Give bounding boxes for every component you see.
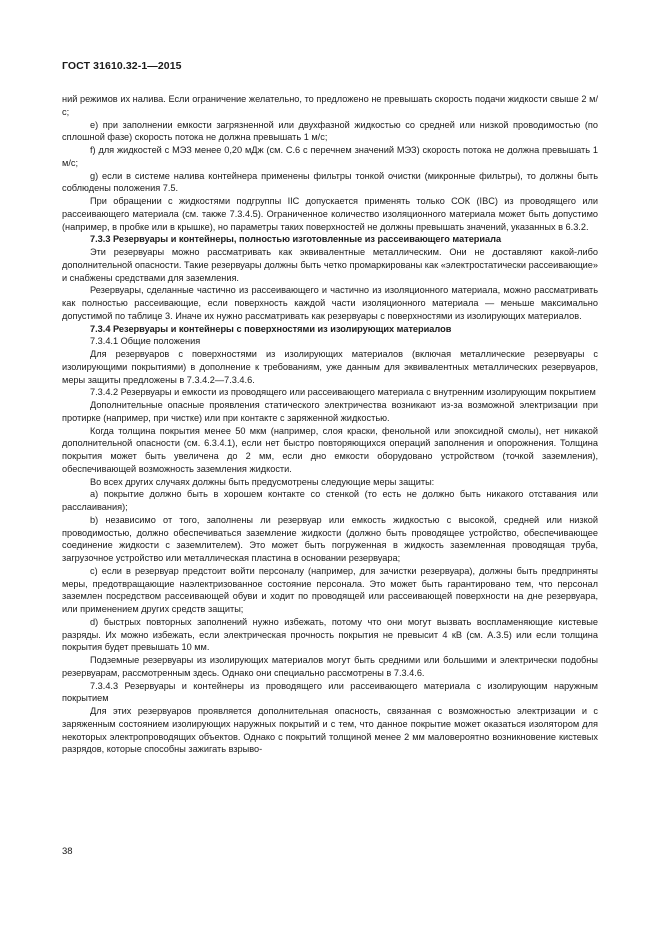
- body-paragraph: Подземные резервуары из изолирующих материалов могут быть средними или большими и электрически подобны резервуарам, рассмотренным здесь. Однако они специально рассмотрены в 7.3.4.6.: [62, 655, 598, 678]
- body-paragraph: f) для жидкостей с МЭЗ менее 0,20 мДж (см. С.6 с перечнем значений МЭЗ) скорость потока не должна превышать 1 м/с;: [62, 145, 598, 168]
- document-body: [62, 93, 598, 756]
- body-paragraph: c) если в резервуар предстоит войти персоналу (например, для зачистки резервуара), должны быть предприняты меры, предотвращающие наэлектризованное состояние персонала. Это может быть гарантировано тем, что персонал заземлен посредством рассеивающей обуви и ходит по проводящей или рассеивающей поверхности на дне резервуара, или применением других средств защиты;: [62, 565, 598, 614]
- document-header-title: ГОСТ 31610.32-1—2015: [62, 60, 182, 72]
- body-paragraph: b) независимо от того, заполнены ли резервуар или емкость жидкостью с высокой, средней или низкой проводимостью, должно обеспечиваться заземление жидкости (должно быть проводящее устройство, обеспечивающее соединение жидкости с заземлителем). Это может быть погруженная в жидкость заземленная проводящая труба, загрузочное устройство или металлическая пластина в основании резервуара;: [62, 514, 598, 563]
- section-heading: 7.3.3 Резервуары и контейнеры, полностью изготовленные из рассеивающего материала: [90, 234, 502, 245]
- body-paragraph: g) если в системе налива контейнера применены фильтры тонкой очистки (микронные фильтры), то должны быть соблюдены положения 7.5.: [62, 170, 598, 194]
- body-paragraph: Во всех других случаях должны быть предусмотрены следующие меры защиты:: [90, 476, 435, 487]
- body-paragraph: Для этих резервуаров проявляется дополнительная опасность, связанная с возможностью электризации и с заряженным состоянием изолирующих наружных покрытий и с тем, что данное покрытие может оказаться изолятором для некоторых электропроводящих объектов. Однако с покрытий толщиной менее 2 мм маловероятно возникновение кистевых разрядов, которые способны зажигать взрыво-: [62, 706, 598, 755]
- body-paragraph: Эти резервуары можно рассматривать как эквивалентные металлическим. Они не доставляют какой-либо дополнительной опасности. Такие резервуары должны быть четко промаркированы как «электростатически рассеивающие» и снабжены средствами для заземления.: [62, 247, 598, 283]
- body-paragraph: Когда толщина покрытия менее 50 мкм (например, слоя краски, фенольной или эпоксидной смолы), нет никакой дополнительной опасности (см. 6.3.4.1), если нет быстро повторяющихся операций заполнения и опорожнения. Толщина покрытия может быть увеличена до 2 мм, если дно емкости оборудовано устройством (точкой заземления), обеспечивающей возможность заземления жидкости.: [62, 425, 598, 474]
- body-paragraph: ний режимов их налива. Если ограничение желательно, то предложено не превышать скорость подачи жидкости свыше 2 м/с;: [62, 94, 598, 117]
- body-paragraph: d) быстрых повторных заполнений нужно избежать, потому что они могут вызвать воспламеняющие кистевые разряды. Их можно избежать, если электрическая прочность покрытия не превысит 4 кВ (см. А.3.5) или если толщина покрытия будет превышать 10 мм.: [62, 616, 598, 653]
- body-paragraph: Резервуары, сделанные частично из рассеивающего и частично из изоляционного материала, можно рассматривать как полностью рассеивающие, если поверхность каждой части изоляционного материала — меньше максимально допустимой по таблице 3. Иначе их нужно рассматривать как резервуары с поверхностями из изолирующих материалов.: [62, 285, 598, 321]
- body-paragraph: Дополнительные опасные проявления статического электричества возникают из-за возможной электризации при протирке (например, при чистке) или при контакте с заряженной жидкостью.: [62, 400, 598, 423]
- body-paragraph: 7.3.4.2 Резервуары и емкости из проводящего или рассеивающего материала с внутренним изолирующим покрытием: [90, 387, 596, 398]
- body-paragraph: 7.3.4.1 Общие положения: [90, 336, 201, 347]
- body-paragraph: Для резервуаров с поверхностями из изолирующих материалов (включая металлические резервуары с изолирующими покрытиями) в дополнение к требованиям, уже данным для эквивалентных металлических резервуаров, меры защиты предложены в 7.3.4.2—7.3.4.6.: [62, 349, 598, 385]
- page-number: 38: [62, 846, 73, 857]
- body-paragraph: a) покрытие должно быть в хорошем контакте со стенкой (то есть не должно быть никакого отставания или расслаивания);: [62, 489, 598, 512]
- body-paragraph: 7.3.4.3 Резервуары и контейнеры из проводящего или рассеивающего материала с изолирующим наружным покрытием: [62, 680, 598, 704]
- section-heading: 7.3.4 Резервуары и контейнеры с поверхностями из изолирующих материалов: [90, 323, 452, 334]
- body-paragraph: При обращении с жидкостями подгруппы IIC допускается применять только СОК (IBC) из проводящего или рассеивающего материала (см. также 7.3.4.5). Ограниченное количество изоляционного материала может быть допустимо (например, в пробке или в крышке), но параметры таких поверхностей не должны превышать значений, указанных в 6.3.2.: [62, 196, 598, 232]
- body-paragraph: e) при заполнении емкости загрязненной или двухфазной жидкостью со средней или низкой проводимостью (по сплошной фазе) скорость потока не должна превышать 1 м/с;: [62, 119, 598, 143]
